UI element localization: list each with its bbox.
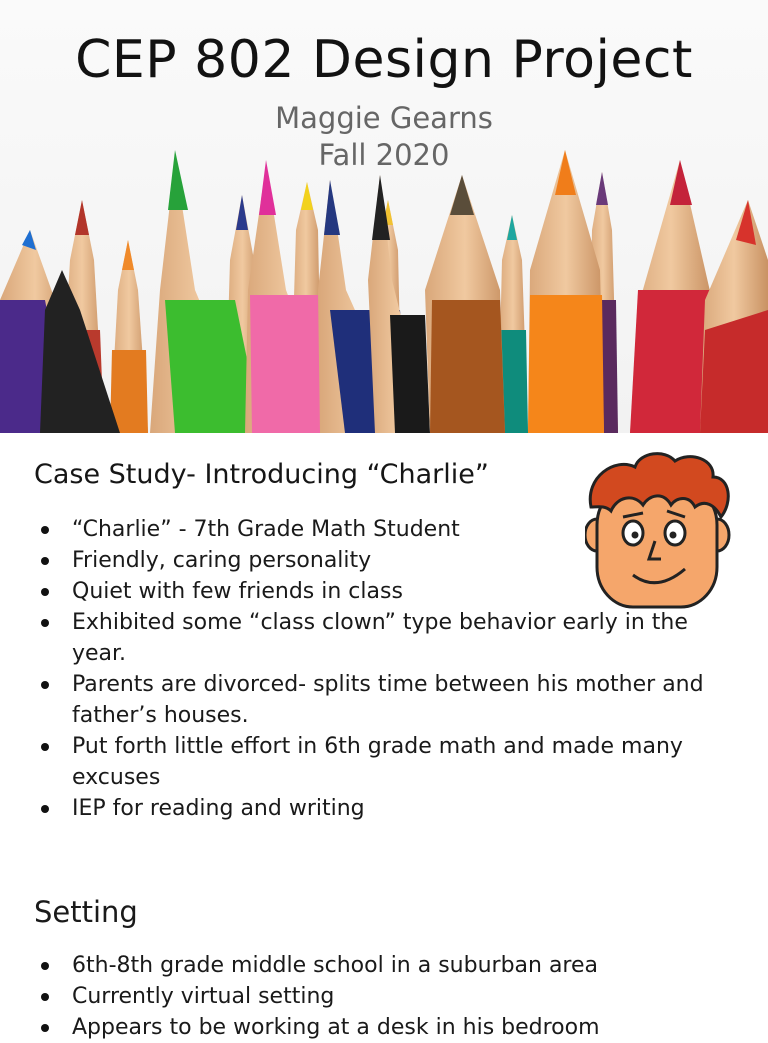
title-slide: [0, 0, 768, 433]
presentation-title: CEP 802 Design Project: [75, 30, 693, 90]
setting-heading: Setting: [34, 895, 138, 929]
setting-bullet-list: [0, 950, 768, 1043]
list-item: Put forth little effort in 6th grade math and made many excuses: [0, 731, 768, 793]
case-study-slide: [0, 433, 768, 1040]
case-study-bullet-list: [0, 514, 768, 824]
case-study-heading: Case Study- Introducing “Charlie”: [34, 459, 489, 490]
list-item: Exhibited some “class clown” type behavior early in the year.: [0, 607, 768, 669]
list-item: IEP for reading and writing: [0, 793, 768, 824]
list-item: Appears to be working at a desk in his bedroom: [0, 1012, 768, 1043]
list-item: Friendly, caring personality: [0, 545, 768, 576]
list-item: “Charlie” - 7th Grade Math Student: [0, 514, 768, 545]
list-item: Parents are divorced- splits time between his mother and father’s houses.: [0, 669, 768, 731]
list-item: 6th-8th grade middle school in a suburban area: [0, 950, 768, 981]
list-item: Quiet with few friends in class: [0, 576, 768, 607]
term-label: Fall 2020: [318, 138, 450, 172]
list-item: Currently virtual setting: [0, 981, 768, 1012]
author-name: Maggie Gearns: [275, 101, 493, 135]
